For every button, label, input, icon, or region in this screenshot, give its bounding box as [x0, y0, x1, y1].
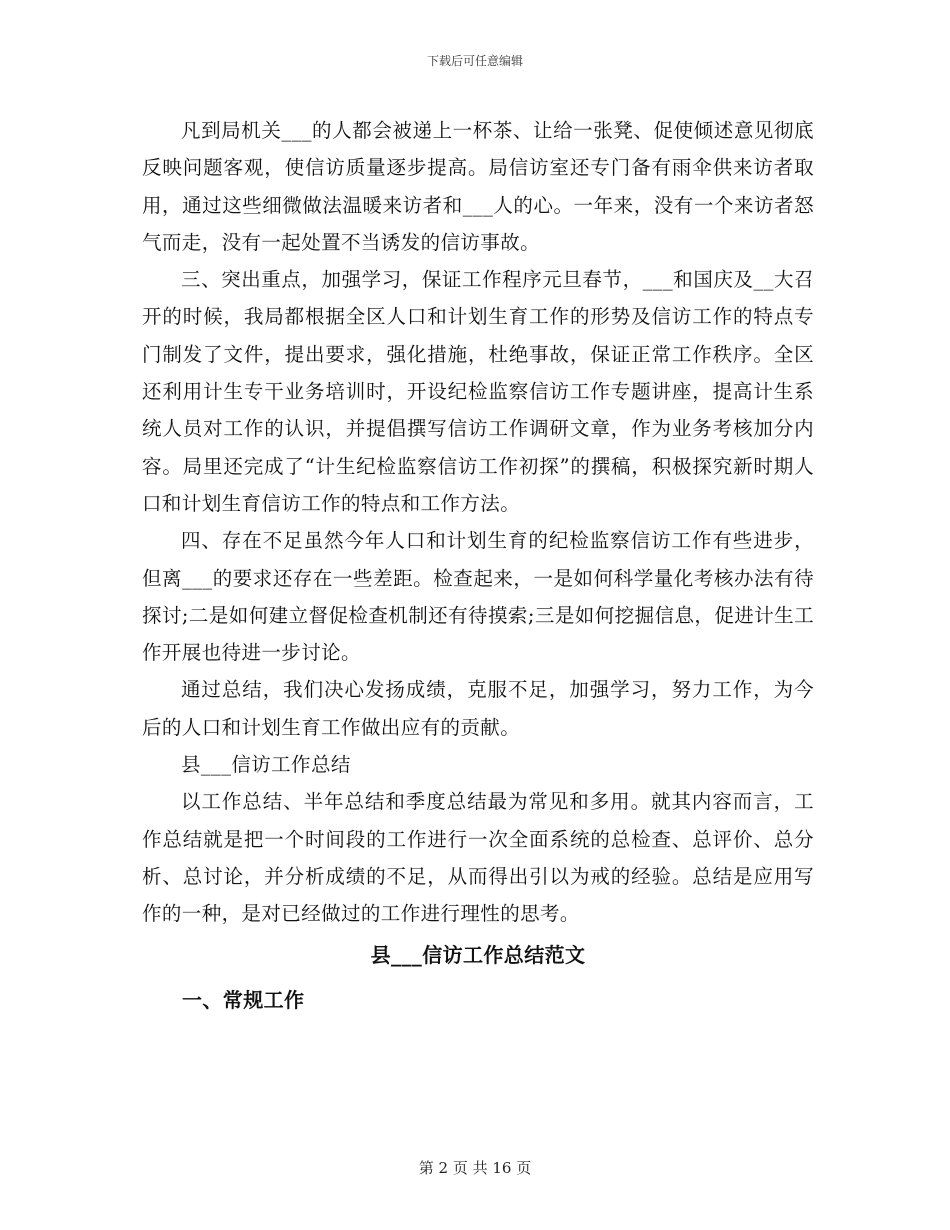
document-title: 县___信访工作总结范文 — [370, 942, 586, 967]
paragraph-focus-study: 三、突出重点，加强学习，保证工作程序元旦春节，___和国庆及__大召开的时候，我局都根据全区人口和计划生育工作的形势及信访工作的特点专门制发了文件，提出要求，强化措施，杜绝事故，保证正常工作秩序。全区还利用计生专干业务培训时，开设纪检监察信访工作专题讲座，提高计生系统人员对工作的认识，并提倡撰写信访工作调研文章，作为业务考核加分内容。局里还完成了“计生纪检监察信访工作初探”的撰稿，积极探究新时期人口和计划生育信访工作的特点和工作方法。 — [142, 268, 814, 515]
section-heading: 一、常规工作 — [182, 987, 305, 1012]
document-body — [142, 112, 814, 1022]
paragraph-conclusion: 通过总结，我们决心发扬成绩，克服不足，加强学习，努力工作，为今后的人口和计划生育工作做出应有的贡献。 — [142, 678, 814, 739]
paragraph-shortcomings: 四、存在不足虽然今年人口和计划生育的纪检监察信访工作有些进步，但离___的要求还存在一些差距。检查起来，一是如何科学量化考核办法有待探讨;二是如何建立督促检查机制还有待摸索;三是如何挖掘信息，促进计生工作开展也待进一步讨论。 — [142, 529, 814, 665]
paragraph-summary-definition: 以工作总结、半年总结和季度总结最为常见和多用。就其内容而言，工作总结就是把一个时间段的工作进行一次全面系统的总检查、总评价、总分析、总讨论，并分析成绩的不足，从而得出引以为戒的经验。总结是应用写作的一种，是对已经做过的工作进行理性的思考。 — [142, 790, 814, 926]
paragraph-subtitle: 县___信访工作总结 — [181, 753, 351, 777]
page-number: 第 2 页 共 16 页 — [418, 1159, 532, 1177]
page-header-note: 下载后可任意编辑 — [426, 54, 523, 68]
paragraph-reception: 凡到局机关___的人都会被递上一杯茶、让给一张凳、促使倾述意见彻底反映问题客观，使信访质量逐步提高。局信访室还专门备有雨伞供来访者取用，通过这些细微做法温暖来访者和___人的心。一年来，没有一个来访者怒气而走，没有一起处置不当诱发的信访事故。 — [142, 119, 814, 254]
